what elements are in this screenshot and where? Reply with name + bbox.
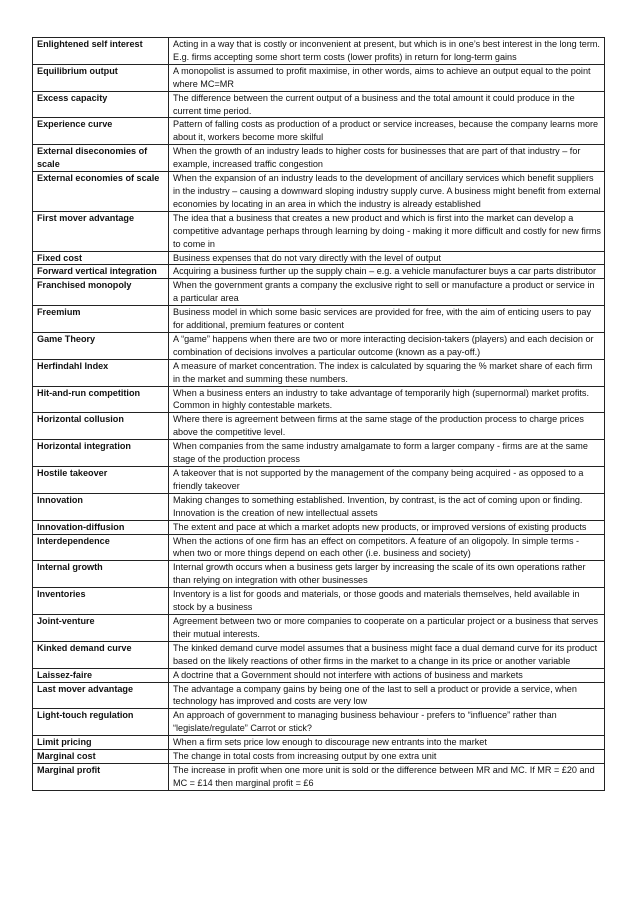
glossary-definition: Pattern of falling costs as production of a product or service increases, because the company learns more about it, workers become more skilful <box>169 118 605 145</box>
glossary-row <box>33 588 605 615</box>
glossary-definition: When the actions of one firm has an effect on competitors. A feature of an oligopoly. In simple terms - when two or more things depend on each other (i.e. business and society) <box>169 534 605 561</box>
glossary-row <box>33 493 605 520</box>
glossary-term: Franchised monopoly <box>33 279 169 306</box>
glossary-row <box>33 750 605 764</box>
glossary-term: Experience curve <box>33 118 169 145</box>
glossary-definition: The increase in profit when one more unit is sold or the difference between MR and MC. If MR = £20 and MC = £14 then marginal profit = £6 <box>169 763 605 790</box>
glossary-row <box>33 413 605 440</box>
glossary-row <box>33 709 605 736</box>
glossary-definition: When the growth of an industry leads to higher costs for businesses that are part of that industry – for example, increased traffic congestion <box>169 145 605 172</box>
glossary-definition: A “game” happens when there are two or more interacting decision-takers (players) and each decision or combination of decisions involves a particular outcome (known as a pay-off.) <box>169 332 605 359</box>
glossary-row <box>33 440 605 467</box>
glossary-definition: An approach of government to managing business behaviour - prefers to “influence” rather than “legislate/regulate” Carrot or stick? <box>169 709 605 736</box>
glossary-term: Innovation <box>33 493 169 520</box>
glossary-row <box>33 64 605 91</box>
glossary-definition: The idea that a business that creates a new product and which is first into the market can develop a competitive advantage perhaps through learning by doing - making it more difficult and costly for new firms to come in <box>169 211 605 251</box>
glossary-row <box>33 534 605 561</box>
glossary-row <box>33 641 605 668</box>
glossary-definition: When the government grants a company the exclusive right to sell or manufacture a product or service in a particular area <box>169 279 605 306</box>
glossary-row <box>33 763 605 790</box>
glossary-term: Forward vertical integration <box>33 265 169 279</box>
glossary-row <box>33 332 605 359</box>
glossary-definition: When the expansion of an industry leads to the development of ancillary services which benefit suppliers in the industry – causing a downward sloping industry supply curve. A business might benefit from external economies by locating in an area in which the industry is already established <box>169 172 605 212</box>
glossary-row <box>33 251 605 265</box>
glossary-term: Hit-and-run competition <box>33 386 169 413</box>
glossary-definition: When a business enters an industry to take advantage of temporarily high (supernormal) market profits. Common in highly contestable markets. <box>169 386 605 413</box>
glossary-row <box>33 736 605 750</box>
glossary-body <box>33 38 605 791</box>
glossary-definition: Business model in which some basic services are provided for free, with the aim of enticing users to pay for additional, premium features or content <box>169 306 605 333</box>
glossary-row <box>33 118 605 145</box>
glossary-definition: The change in total costs from increasing output by one extra unit <box>169 750 605 764</box>
glossary-definition: Internal growth occurs when a business gets larger by increasing the scale of its own operations rather than relying on integration with other businesses <box>169 561 605 588</box>
glossary-row <box>33 467 605 494</box>
glossary-row <box>33 265 605 279</box>
glossary-term: Equilibrium output <box>33 64 169 91</box>
glossary-definition: When companies from the same industry amalgamate to form a larger company - firms are at the same stage of the production process <box>169 440 605 467</box>
glossary-definition: The extent and pace at which a market adopts new products, or improved versions of existing products <box>169 520 605 534</box>
glossary-row <box>33 211 605 251</box>
glossary-term: Last mover advantage <box>33 682 169 709</box>
glossary-definition: The kinked demand curve model assumes that a business might face a dual demand curve for its product based on the likely reactions of other firms in the market to a change in its price or another variable <box>169 641 605 668</box>
glossary-definition: Agreement between two or more companies to cooperate on a particular project or a business that serves their mutual interests. <box>169 614 605 641</box>
glossary-definition: Inventory is a list for goods and materials, or those goods and materials themselves, held available in stock by a business <box>169 588 605 615</box>
glossary-definition: When a firm sets price low enough to discourage new entrants into the market <box>169 736 605 750</box>
glossary-term: Joint-venture <box>33 614 169 641</box>
glossary-row <box>33 520 605 534</box>
glossary-row <box>33 668 605 682</box>
glossary-definition: Where there is agreement between firms at the same stage of the production process to charge prices above the competitive level. <box>169 413 605 440</box>
glossary-definition: A takeover that is not supported by the management of the company being acquired - as opposed to a friendly takeover <box>169 467 605 494</box>
glossary-row <box>33 359 605 386</box>
glossary-term: First mover advantage <box>33 211 169 251</box>
glossary-row <box>33 145 605 172</box>
glossary-row <box>33 614 605 641</box>
glossary-row <box>33 306 605 333</box>
glossary-row <box>33 38 605 65</box>
glossary-term: External diseconomies of scale <box>33 145 169 172</box>
glossary-term: Horizontal integration <box>33 440 169 467</box>
glossary-row <box>33 172 605 212</box>
glossary-term: Marginal cost <box>33 750 169 764</box>
glossary-term: Freemium <box>33 306 169 333</box>
glossary-term: Limit pricing <box>33 736 169 750</box>
glossary-row <box>33 386 605 413</box>
glossary-term: Herfindahl Index <box>33 359 169 386</box>
glossary-definition: A doctrine that a Government should not interfere with actions of business and markets <box>169 668 605 682</box>
glossary-term: Light-touch regulation <box>33 709 169 736</box>
glossary-row <box>33 91 605 118</box>
glossary-term: Hostile takeover <box>33 467 169 494</box>
glossary-term: Inventories <box>33 588 169 615</box>
glossary-term: Kinked demand curve <box>33 641 169 668</box>
glossary-definition: A measure of market concentration. The index is calculated by squaring the % market share of each firm in the market and summing these numbers. <box>169 359 605 386</box>
glossary-term: Enlightened self interest <box>33 38 169 65</box>
glossary-term: Horizontal collusion <box>33 413 169 440</box>
glossary-term: Innovation-diffusion <box>33 520 169 534</box>
glossary-term: Marginal profit <box>33 763 169 790</box>
glossary-term: Internal growth <box>33 561 169 588</box>
glossary-definition: Acting in a way that is costly or inconvenient at present, but which is in one’s best interest in the long term. E.g. firms accepting some short term costs (lower profits) in return for long-term gains <box>169 38 605 65</box>
glossary-term: Excess capacity <box>33 91 169 118</box>
glossary-definition: A monopolist is assumed to profit maximise, in other words, aims to achieve an output equal to the point where MC=MR <box>169 64 605 91</box>
glossary-term: Laissez-faire <box>33 668 169 682</box>
glossary-term: Interdependence <box>33 534 169 561</box>
glossary-row <box>33 682 605 709</box>
glossary-definition: Business expenses that do not vary directly with the level of output <box>169 251 605 265</box>
glossary-term: Game Theory <box>33 332 169 359</box>
glossary-definition: Acquiring a business further up the supply chain – e.g. a vehicle manufacturer buys a car parts distributor <box>169 265 605 279</box>
glossary-term: External economies of scale <box>33 172 169 212</box>
glossary-row <box>33 279 605 306</box>
glossary-definition: The difference between the current output of a business and the total amount it could produce in the current time period. <box>169 91 605 118</box>
glossary-definition: Making changes to something established. Invention, by contrast, is the act of coming upon or finding. Innovation is the creation of new intellectual assets <box>169 493 605 520</box>
glossary-table <box>32 37 605 791</box>
glossary-page <box>32 37 605 791</box>
glossary-row <box>33 561 605 588</box>
glossary-term: Fixed cost <box>33 251 169 265</box>
glossary-definition: The advantage a company gains by being one of the last to sell a product or provide a service, when technology has improved and costs are very low <box>169 682 605 709</box>
